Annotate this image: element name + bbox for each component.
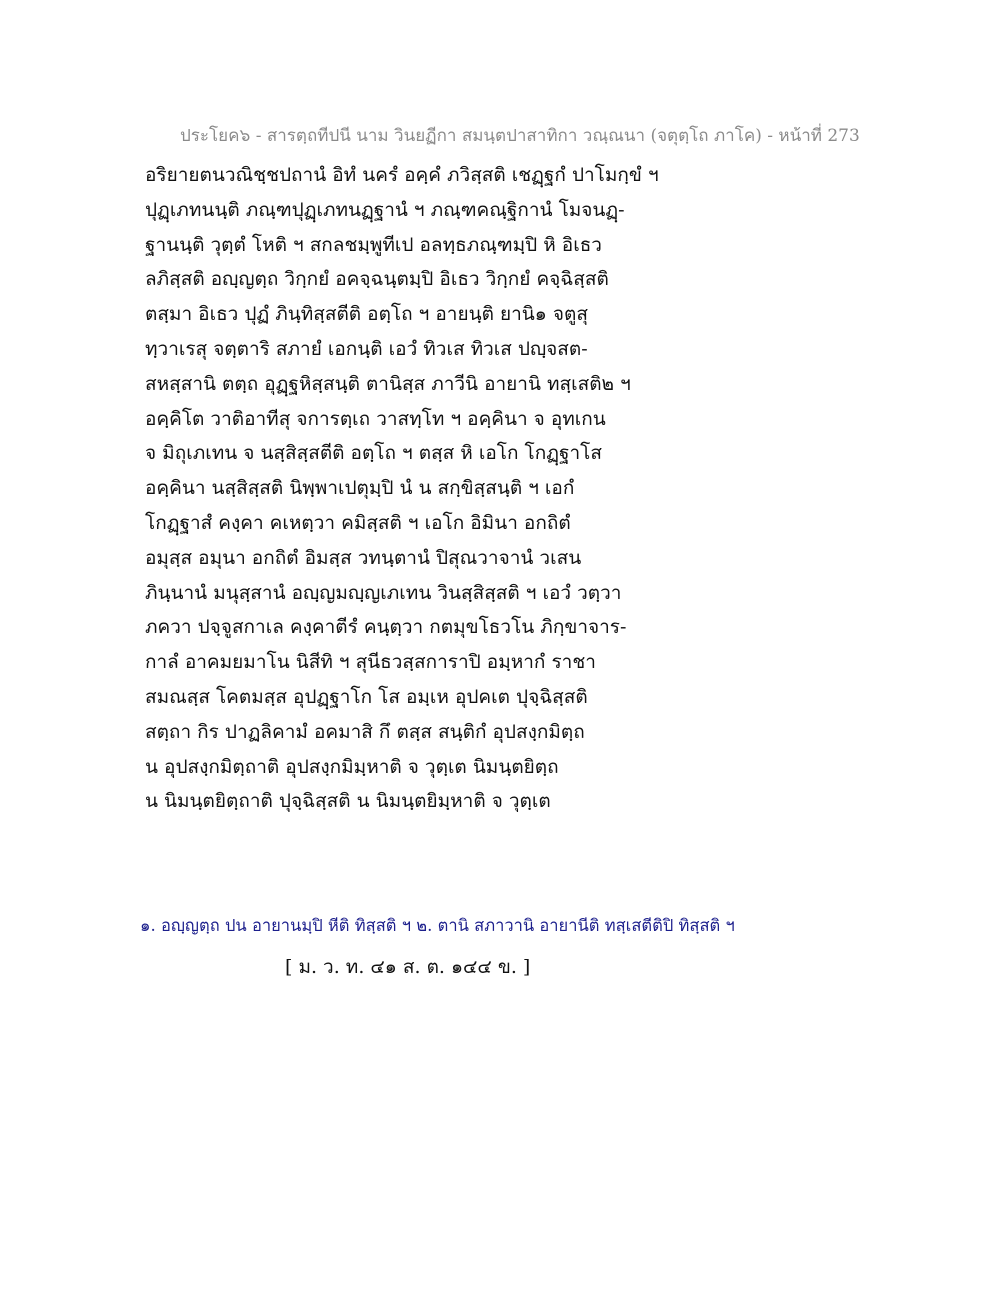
text-line: อมุสฺส อมุนา อกถิตํ อิมสฺส วทนฺตานํ ปิสุณวาจานํ วเสน	[145, 546, 582, 569]
source-reference: [ ม. ว. ท. ๔๑ ส. ต. ๑๔๔ ข. ]	[285, 956, 531, 978]
text-line: ทฺวาเรสุ จตฺตาริ สภายํ เอกนฺติ เอวํ ทิวเส ทิวเส ปญฺจสต-	[145, 337, 588, 360]
running-header: ประโยค๖ - สารตฺถทีปนี นาม วินยฏีกา สมนฺตปาสาทิกา วณฺณนา (จตุตฺโถ ภาโค) - หน้าที่ 273	[180, 126, 860, 146]
text-line: อริยายตนวณิชฺชปถานํ อิทํ นครํ อคฺคํ ภวิสฺสติ เชฏฺฐกํ ปาโมกฺขํ ฯ	[145, 164, 659, 186]
text-line: สมณสฺส โคตมสฺส อุปฏฺฐาโก โส อมฺเห อุปคเต ปุจฺฉิสฺสติ	[145, 685, 588, 708]
text-line: น นิมนฺตยิตฺถาติ ปุจฺฉิสฺสติ น นิมนฺตยิมฺหาติ จ วุตฺเต	[145, 790, 551, 813]
text-line: ปุฏฺเภทนนฺติ ภณฺฑปุฏฺเภทนฏฺฐานํ ฯ ภณฺฑคณฺฐิกานํ โมจนฏฺ-	[145, 198, 625, 221]
text-line: ตสฺมา อิเธว ปุฏํ ภินฺทิสฺสตีติ อตฺโถ ฯ อายนฺติ ยานิ๑ จตูสุ	[145, 303, 588, 326]
text-line: กาลํ อาคมยมาโน นิสีทิ ฯ สุนีธวสฺสการาปิ อมฺหากํ ราชา	[145, 651, 596, 674]
text-line: ภินฺนานํ มนุสฺสานํ อญฺญมญฺญเภเทน วินสฺสิสฺสติ ฯ เอวํ วตฺวา	[145, 581, 622, 604]
text-line: อคฺคินา นสฺสิสฺสติ นิพฺพาเปตุมฺปิ นํ น สกฺขิสฺสนฺติ ฯ เอกํ	[145, 477, 575, 500]
text-line: สหสฺสานิ ตตฺถ อุฏฺฐหิสฺสนฺติ ตานิสฺส ภาวีนิ อายานิ ทสฺเสติ๒ ฯ	[145, 372, 631, 395]
text-line: น อุปสงฺกมิตฺถาติ อุปสงฺกมิมฺหาติ จ วุตฺเต นิมนฺตยิตฺถ	[145, 755, 559, 778]
text-line: โกฏฺฐาสํ คงฺคา คเหตฺวา คมิสฺสติ ฯ เอโก อิมินา อกถิตํ	[145, 511, 571, 534]
text-line: ฐานนฺติ วุตฺตํ โหติ ฯ สกลชมฺพูทีเป อลทฺธภณฺฑมฺปิ หิ อิเธว	[145, 233, 602, 256]
body-text	[145, 158, 705, 819]
text-line: จ มิถุเภเทน จ นสฺสิสฺสตีติ อตฺโถ ฯ ตสฺส หิ เอโก โกฏฺฐาโส	[145, 442, 602, 465]
text-line: อคฺคิโต วาติอาทีสุ จการตฺเถ วาสทฺโท ฯ อคฺคินา จ อุทเกน	[145, 407, 606, 430]
text-line: สตฺถา กิร ปาฏลิคามํ อคมาสิ กึ ตสฺส สนฺติกํ อุปสงฺกมิตฺถ	[145, 720, 585, 743]
text-line: ภควา ปจฺจูสกาเล คงฺคาตีรํ คนฺตฺวา กตมุขโธวโน ภิกฺขาจาร-	[145, 616, 627, 639]
text-line: ลภิสฺสติ อญฺญตฺถ วิกฺกยํ อคจฺฉนฺตมฺปิ อิเธว วิกฺกยํ คจฺฉิสฺสติ	[145, 268, 609, 291]
footnotes: ๑. อญฺญตฺถ ปน อายานมฺปิ หีติ ทิสฺสติ ฯ ๒. ตานิ สภาวานิ อายานีติ ทสฺเสตีติปิ ทิสฺสติ ฯ	[140, 916, 735, 935]
